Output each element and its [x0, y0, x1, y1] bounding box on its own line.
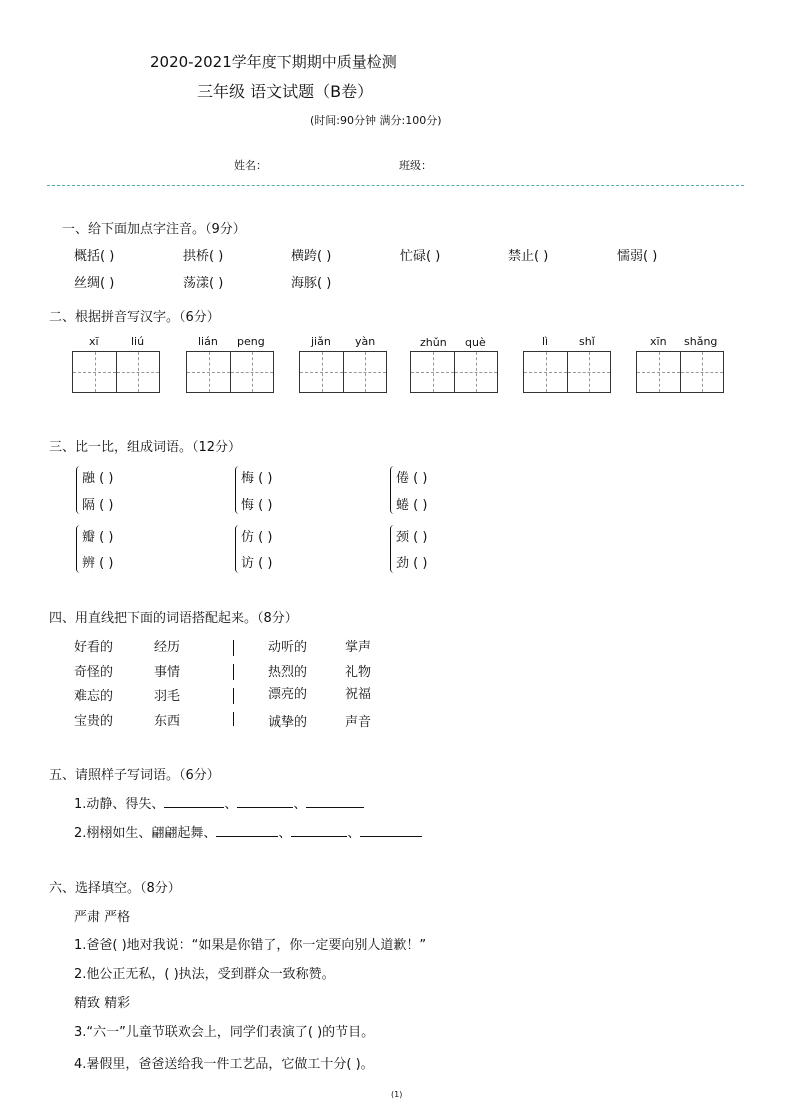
writing-grid[interactable] — [523, 351, 611, 393]
s5-line1: 1.动静、得失、 、 、 — [74, 793, 364, 812]
section4-title: 四、用直线把下面的词语搭配起来。（8分） — [49, 611, 298, 626]
match-word: 经历 — [154, 640, 181, 655]
answer-blank[interactable] — [306, 795, 364, 808]
separator-line — [233, 688, 234, 704]
pinyin: yàn — [355, 335, 376, 348]
pinyin: xīn — [650, 335, 667, 348]
match-word: 声音 — [345, 715, 372, 730]
compare-item: 梅 ( ) — [241, 471, 273, 486]
name-label: 姓名： — [234, 159, 267, 172]
divider — [47, 185, 744, 186]
s1-item: 丝绸( ) — [74, 276, 115, 291]
s1-item: 海豚( ) — [291, 276, 332, 291]
match-word: 动听的 — [268, 640, 308, 655]
question: 2.他公正无私，( )执法，受到群众一致称赞。 — [74, 967, 335, 982]
s1-item: 荡漾( ) — [183, 276, 224, 291]
writing-grid[interactable] — [72, 351, 160, 393]
compare-item: 蜷 ( ) — [396, 498, 428, 513]
writing-grid[interactable] — [410, 351, 498, 393]
pinyin: jiǎn — [311, 335, 331, 348]
match-word: 事情 — [154, 665, 181, 680]
match-word: 祝福 — [345, 687, 372, 702]
s1-item: 懦弱( ) — [617, 249, 658, 264]
answer-blank[interactable] — [237, 795, 293, 808]
writing-grid[interactable] — [636, 351, 724, 393]
choice-words: 精致 精彩 — [74, 996, 131, 1011]
pinyin: lián — [198, 335, 218, 348]
separator-line — [233, 664, 234, 680]
compare-item: 访 ( ) — [241, 556, 273, 571]
pinyin: shǎng — [684, 335, 718, 348]
pinyin: liú — [131, 335, 145, 348]
writing-grid[interactable] — [299, 351, 387, 393]
compare-item: 倦 ( ) — [396, 471, 428, 486]
match-word: 好看的 — [74, 640, 114, 655]
compare-item: 颈 ( ) — [396, 530, 428, 545]
exam-title: 2020-2021学年度下期期中质量检测 — [150, 53, 397, 71]
s5-line2-text: 2.栩栩如生、翩翩起舞、 — [74, 826, 217, 841]
s1-item: 拱桥( ) — [183, 249, 224, 264]
page-number: (1) — [391, 1090, 403, 1099]
match-word: 难忘的 — [74, 689, 114, 704]
match-word: 宝贵的 — [74, 714, 114, 729]
compare-item: 辨 ( ) — [82, 556, 114, 571]
s1-item: 横跨( ) — [291, 249, 332, 264]
section2-title: 二、根据拼音写汉字。（6分） — [49, 310, 220, 325]
time-info: (时间:90分钟 满分:100分) — [310, 114, 442, 127]
match-word: 东西 — [154, 714, 181, 729]
separator-line — [233, 640, 234, 656]
match-word: 诚挚的 — [268, 715, 308, 730]
answer-blank[interactable] — [164, 795, 224, 808]
match-word: 奇怪的 — [74, 665, 114, 680]
match-word: 羽毛 — [154, 689, 181, 704]
pinyin: xī — [89, 335, 99, 348]
match-word: 热烈的 — [268, 665, 308, 680]
s1-item: 忙碌( ) — [400, 249, 441, 264]
match-word: 漂亮的 — [268, 687, 308, 702]
question: 4.暑假里，爸爸送给我一件工艺品，它做工十分( )。 — [74, 1057, 374, 1072]
compare-item: 仿 ( ) — [241, 530, 273, 545]
pinyin: lì — [542, 335, 549, 348]
pinyin: peng — [237, 335, 265, 348]
answer-blank[interactable] — [291, 824, 347, 837]
writing-grid[interactable] — [186, 351, 274, 393]
s5-line1-text: 1.动静、得失、 — [74, 797, 165, 812]
section6-title: 六、选择填空。（8分） — [49, 881, 181, 896]
s5-line2: 2.栩栩如生、翩翩起舞、 、 、 — [74, 822, 422, 841]
choice-words: 严肃 严格 — [74, 910, 131, 925]
match-word: 掌声 — [345, 640, 372, 655]
class-label: 班级： — [399, 159, 432, 172]
answer-blank[interactable] — [216, 824, 278, 837]
answer-blank[interactable] — [360, 824, 422, 837]
compare-item: 融 ( ) — [82, 471, 114, 486]
exam-subtitle: 三年级 语文试题（B卷） — [197, 82, 374, 101]
pinyin: zhǔn — [420, 336, 447, 349]
question: 1.爸爸( )地对我说：“如果是你错了，你一定要向别人道歉！” — [74, 938, 427, 953]
compare-item: 瓣 ( ) — [82, 530, 114, 545]
s1-item: 概括( ) — [74, 249, 115, 264]
section3-title: 三、比一比，组成词语。（12分） — [49, 440, 242, 455]
pinyin: shǐ — [579, 335, 595, 348]
match-word: 礼物 — [345, 665, 372, 680]
pinyin: què — [465, 336, 486, 349]
compare-item: 悔 ( ) — [241, 498, 273, 513]
section5-title: 五、请照样子写词语。（6分） — [49, 768, 220, 783]
s1-item: 禁止( ) — [508, 249, 549, 264]
compare-item: 隔 ( ) — [82, 498, 114, 513]
separator-line — [233, 712, 234, 726]
compare-item: 劲 ( ) — [396, 556, 428, 571]
question: 3.“六一”儿童节联欢会上，同学们表演了( )的节目。 — [74, 1025, 375, 1040]
section1-title: 一、给下面加点字注音。（9分） — [62, 222, 246, 237]
